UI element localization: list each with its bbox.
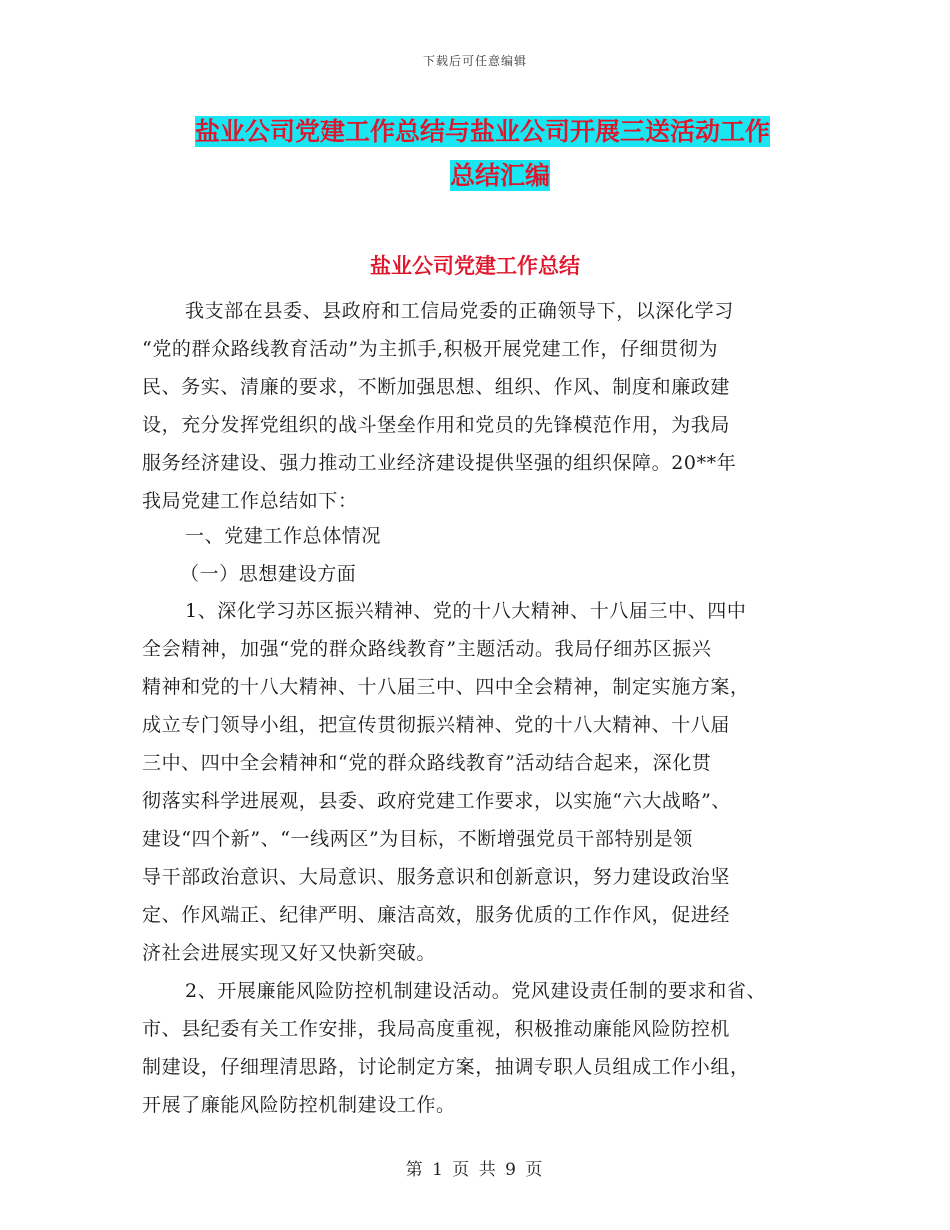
body-line: 制建设，仔细理清思路，讨论制定方案，抽调专职人员组成工作小组，	[142, 1056, 750, 1078]
body-line: 设，充分发挥党组织的战斗堡垒作用和党员的先锋模范作用，为我局	[142, 414, 731, 436]
body-line: 服务经济建设、强力推动工业经济建设提供坚强的组织保障。20**年	[142, 452, 737, 474]
body-line: 市、县纪委有关工作安排，我局高度重视，积极推动廉能风险防控机	[142, 1018, 731, 1040]
body-line: 民、务实、清廉的要求，不断加强思想、组织、作风、制度和廉政建	[142, 376, 731, 398]
document-title-line-2: 总结汇编	[449, 161, 550, 190]
body-line: 彻落实科学进展观，县委、政府党建工作要求，以实施“六大战略”、	[142, 790, 732, 812]
body-line: 2、开展廉能风险防控机制建设活动。党风建设责任制的要求和省、	[185, 980, 767, 1002]
body-line: 济社会进展实现又好又快新突破。	[142, 942, 437, 964]
body-line: 我局党建工作总结如下：	[142, 490, 358, 512]
section-title: 盐业公司党建工作总结	[370, 254, 580, 278]
body-line: 建设“四个新”、“一线两区”为目标，不断增强党员干部特别是领	[142, 828, 693, 850]
body-line: 开展了廉能风险防控机制建设工作。	[142, 1094, 456, 1116]
body-line: 定、作风端正、纪律严明、廉洁高效，服务优质的工作作风，促进经	[142, 904, 731, 926]
page-header-note: 下载后可任意编辑	[422, 54, 527, 68]
body-line: 导干部政治意识、大局意识、服务意识和创新意识，努力建设政治坚	[142, 866, 731, 888]
body-line: 精神和党的十八大精神、十八届三中、四中全会精神，制定实施方案，	[142, 676, 750, 698]
section-heading: 一、党建工作总体情况	[185, 525, 382, 547]
body-line: 我支部在县委、县政府和工信局党委的正确领导下，以深化学习	[185, 300, 734, 322]
body-line: 三中、四中全会精神和“党的群众路线教育”活动结合起来，深化贯	[142, 752, 712, 774]
body-line: “党的群众路线教育活动”为主抓手,积极开展党建工作，仔细贯彻为	[142, 338, 719, 360]
page-number: 第 1 页 共 9 页	[405, 1160, 545, 1180]
document-title-line-1: 盐业公司党建工作总结与盐业公司开展三送活动工作	[195, 117, 771, 146]
subsection-heading: （一）思想建设方面	[180, 563, 357, 585]
body-line: 全会精神，加强“党的群众路线教育”主题活动。我局仔细苏区振兴	[142, 638, 712, 660]
body-line: 成立专门领导小组，把宣传贯彻振兴精神、党的十八大精神、十八届	[142, 714, 731, 736]
body-line: 1、深化学习苏区振兴精神、党的十八大精神、十八届三中、四中	[185, 600, 747, 622]
